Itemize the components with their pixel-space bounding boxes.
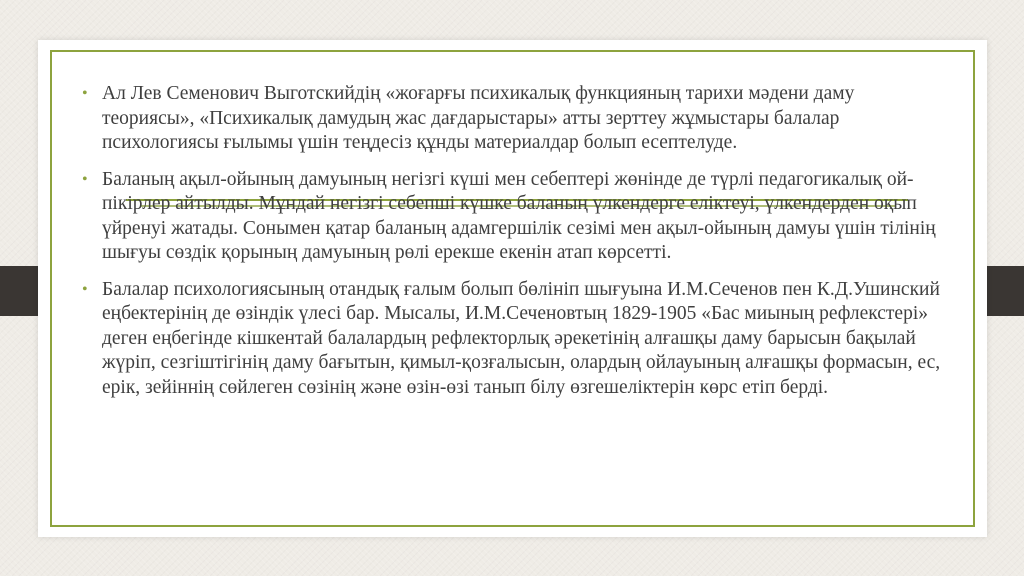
bullet-dot-icon: •	[82, 280, 88, 298]
bullet-text: Баланың ақыл-ойының дамуының негізгі күші мен себептері жөнінде де түрлі педагогикалық ой-пікірлер айтылды. Мұндай негізгі себепші күшке баланың үлкендерге еліктеуі, үлкендерден оқып үйренуі жатады. Сонымен қатар баланың адамгершілік сезімі мен ақыл-ойының дамуы үшін тілінің шығуы сөздік қорының дамуының рөлі ерекше екенін атап көрсетті.	[102, 168, 936, 263]
bullet-text: Балалар психологиясының отандық ғалым болып бөлініп шығуына И.М.Сеченов пен К.Д.Ушинский еңбектерінің де өзіндік үлесі бар. Мысалы, И.М.Сеченовтың 1829-1905 «Бас миының рефлекстері» деген еңбегінде кішкентай балалардың рефлекторлық әрекетінің алғашқы даму барысын бақылай жүріп, сезгіштігінің даму бағытын, қимыл-қозғалысын, олардың ойлауының алғашқы формасын, ес, ерік, зейіннің сөйлеген сөзінің және өзін-өзі танып білу өзгешеліктерін көрс етіп берді.	[102, 278, 941, 398]
bullet-item-development-forces	[80, 168, 942, 266]
bullet-dot-icon: •	[82, 85, 88, 102]
bullet-item-vygotsky	[80, 82, 942, 156]
bullet-item-sechenov-ushinsky	[80, 278, 942, 401]
bullet-text: Ал Лев Семенович Выготскийдің «жоғарғы психикалық функцияның тарихи мәдени даму теориясы», «Психикалық дамудың жас дағдарыстары» атты зерттеу жұмыстары балалар психологиясы ғылымы үшін теңдесіз құнды материалдар болып есептелуде.	[102, 83, 855, 153]
left-decorative-band	[0, 266, 38, 316]
bullet-dot-icon: •	[82, 170, 88, 188]
slide-content	[80, 82, 942, 412]
bullet-list	[80, 82, 942, 400]
